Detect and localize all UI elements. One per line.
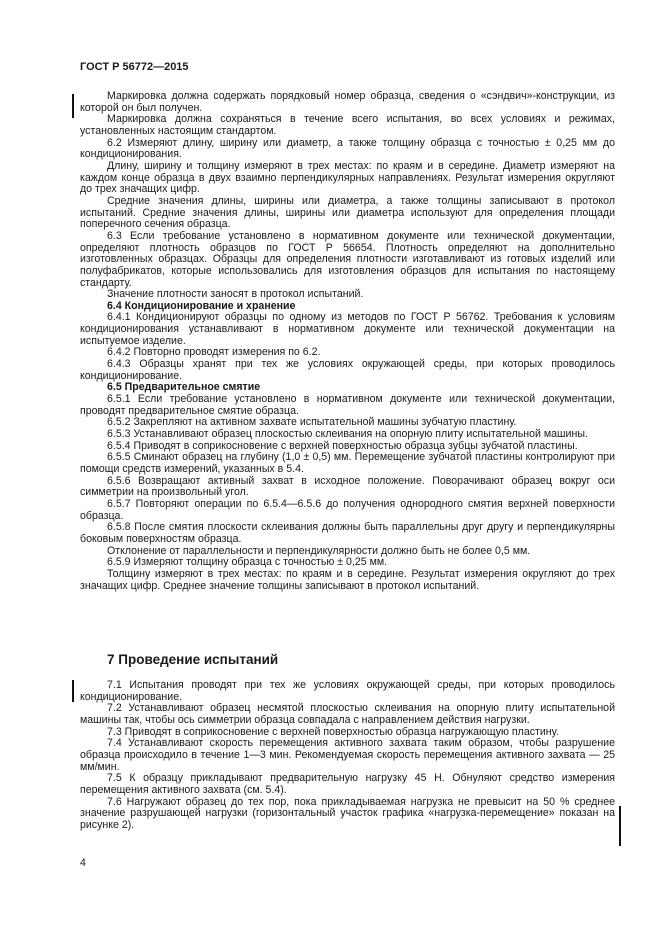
paragraph: 7.4 Устанавливают скорость перемещения активного захвата таким образом, чтобы разрушение образца происходило в течение 1—3 мин. Рекомендуемая скорость перемещения активного захвата — 25 мм/мин.: [80, 737, 615, 773]
paragraph: 6.5.7 Повторяют операции по 6.5.4—6.5.6 до получения однородного смятия верхней поверхности образца.: [80, 497, 615, 522]
paragraph: Отклонение от параллельности и перпендикулярности должно быть не более 0,5 мм.: [107, 544, 531, 557]
paragraph: 6.5.5 Сминают образец на глубину (1,0 ± 0,5) мм. Перемещение зубчатой пластины контролируют при помощи средств измерений, указанных в 5.4.: [80, 451, 615, 475]
page-number: 4: [80, 857, 86, 869]
paragraph: 7.3 Приводят в соприкосновение с верхней поверхностью образца нагружающую пластину.: [107, 725, 559, 738]
paragraph: 6.5.4 Приводят в соприкосновение с верхней поверхностью образца зубцы зубчатой пластины.: [107, 439, 578, 452]
paragraph: Маркировка должна сохраняться в течение всего испытания, во всех условиях и режимах, установленных настоящим стандартом.: [80, 113, 615, 137]
paragraph: 7.2 Устанавливают образец несмятой плоскостью склеивания на опорную плиту испытательной машины так, чтобы ось симметрии образца совпадала с направлением действия нагрузки.: [80, 702, 615, 726]
subsection-heading: 6.5 Предварительное смятие: [107, 381, 261, 394]
paragraph: Длину, ширину и толщину измеряют в трех местах: по краям и в середине. Диаметр измеряют на каждом конце образца в двух взаимно перпендикулярных направлениях. Результат измерения округляют до трех значащих цифр.: [80, 159, 615, 196]
paragraph: 6.5.2 Закрепляют на активном захвате испытательной машины зубчатую пластину.: [107, 416, 517, 429]
paragraph: 6.5.1 Если требование установлено в нормативном документе или технической документации, проводят предварительное смятие образца.: [80, 393, 615, 417]
paragraph: Маркировка должна содержать порядковый номер образца, сведения о «сэндвич»-конструкции, из которой он был получен.: [80, 90, 615, 114]
subsection-heading: 6.4 Кондиционирование и хранение: [107, 299, 296, 312]
paragraph: 7.1 Испытания проводят при тех же условиях окружающей среды, при которых проводилось кондиционирование.: [80, 679, 615, 703]
revision-bar-right: [619, 806, 621, 846]
paragraph: Толщину измеряют в трех местах: по краям и в середине. Результат измерения округляют до трех значащих цифр. Среднее значение толщины записывают в протокол испытаний.: [80, 567, 615, 592]
paragraph: 6.5.9 Измеряют толщину образца с точностью ± 0,25 мм.: [107, 556, 388, 569]
paragraph: 6.2 Измеряют длину, ширину или диаметр, а также толщину образца с точностью ± 0,25 мм до кондиционирования.: [80, 136, 615, 161]
section-title: 7 Проведение испытаний: [107, 652, 279, 667]
main-text-block: [80, 91, 615, 592]
paragraph: Средние значения длины, ширины или диаметра, а также толщины записывают в протокол испытаний. Средние значения длины, ширины или диаметра используют для определения площади поперечного сечения образца.: [80, 194, 615, 231]
paragraph: 6.5.3 Устанавливают образец плоскостью склеивания на опорную плиту испытательной машины.: [107, 428, 588, 441]
paragraph: 6.4.3 Образцы хранят при тех же условиях окружающей среды, при которых проводилось кондиционирование.: [80, 358, 615, 382]
paragraph: 6.5.8 После смятия плоскости склеивания должны быть параллельны друг другу и перпендикулярны боковым поверхностям образца.: [80, 521, 615, 545]
section-7-text-block: [80, 680, 615, 832]
paragraph: 6.3 Если требование установлено в нормативном документе или технической документации, определяют плотность образцов по ГОСТ Р 56654. Плотность определяют на дополнительно изготовленных образцах. Образцы для определения плотности изготавливают из готовых изделий или полуфабрикатов, которые использовались для изготовления образцов для испытания по настоящему стандарту.: [80, 229, 615, 289]
paragraph: 6.4.1 Кондиционируют образцы по одному из методов по ГОСТ Р 56762. Требования к условиям кондиционирования устанавливают в нормативном документе или технической документации на испытуемое изделие.: [80, 311, 615, 347]
paragraph: 7.6 Нагружают образец до тех пор, пока прикладываемая нагрузка не превысит на 50 % среднее значение разрушающей нагрузки (горизонтальный участок графика «нагрузка-перемещение» показан на рисунке 2).: [80, 795, 615, 831]
paragraph: 6.5.6 Возвращают активный захват в исходное положение. Поворачивают образец вокруг оси симметрии на произвольный угол.: [80, 474, 615, 499]
revision-bar-left-top: [72, 94, 74, 118]
paragraph: 6.4.2 Повторно проводят измерения по 6.2.: [107, 346, 321, 359]
document-header: ГОСТ Р 56772—2015: [80, 61, 189, 73]
paragraph: Значение плотности заносят в протокол испытаний.: [107, 288, 364, 301]
paragraph: 7.5 К образцу прикладывают предварительную нагрузку 45 Н. Обнуляют средство измерения перемещения активного захвата (см. 5.4).: [80, 772, 615, 796]
revision-bar-left-bottom: [72, 680, 74, 702]
